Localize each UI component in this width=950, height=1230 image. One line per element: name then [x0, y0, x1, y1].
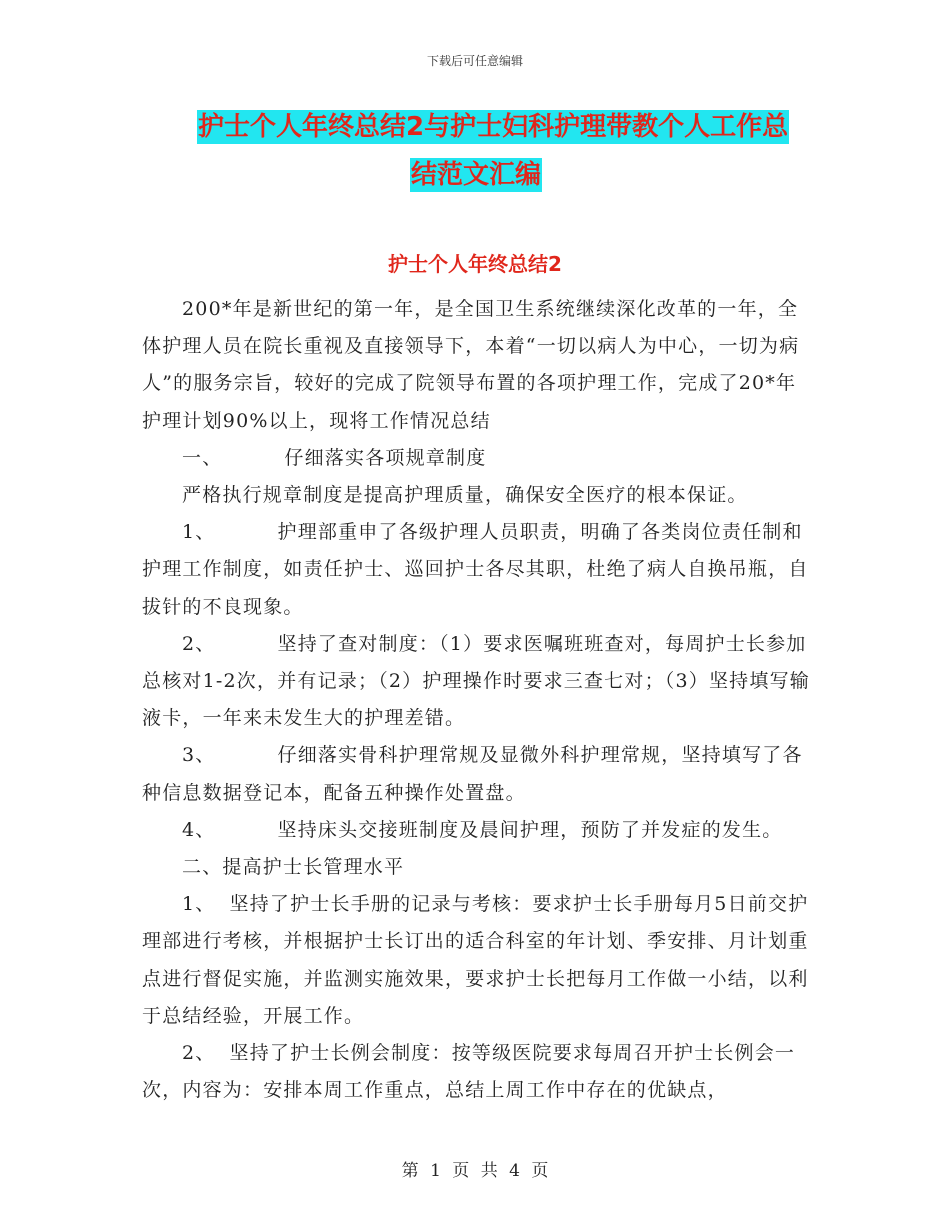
- page-footer: 第 1 页 共 4 页: [401, 1161, 549, 1181]
- title-line-2: 结范文汇编: [411, 160, 542, 190]
- list-item: [142, 812, 812, 849]
- item-number: 1、: [182, 521, 216, 544]
- item-number: 3、: [182, 744, 216, 767]
- page-header-note: 下载后可任意编辑: [426, 54, 523, 68]
- list-item: [142, 737, 812, 811]
- title-line-1: 护士个人年终总结2与护士妇科护理带教个人工作总: [198, 112, 789, 142]
- paragraph-intro: 200*年是新世纪的第一年，是全国卫生系统继续深化改革的一年，全体护理人员在院长重视及直接领导下，本着“一切以病人为中心，一切为病人”的服务宗旨，较好的完成了院领导布置的各项护理工作，完成了20*年护理计划90%以上，现将工作情况总结: [142, 298, 800, 432]
- item-text: 坚持床头交接班制度及晨间护理，预防了并发症的发生。: [277, 818, 783, 841]
- list-item: [142, 886, 812, 1035]
- section-1-number: 一、: [182, 446, 223, 469]
- item-text: 护理部重申了各级护理人员职责，明确了各类岗位责任制和护理工作制度，如责任护士、巡回护士各尽其职，杜绝了病人自换吊瓶，自拔针的不良现象。: [142, 521, 809, 618]
- item-text: 坚持了护士长手册的记录与考核：要求护士长手册每月5日前交护理部进行考核，并根据护士长订出的适合科室的年计划、季安排、月计划重点进行督促实施，并监测实施效果，要求护士长把每月工作做一小结，以利于总结经验，开展工作。: [142, 893, 809, 1027]
- section-1-title: 仔细落实各项规章制度: [284, 446, 487, 469]
- item-number: 1、: [182, 893, 216, 916]
- section-1-lead: 严格执行规章制度是提高护理质量，确保安全医疗的根本保证。: [182, 484, 748, 507]
- item-text: 坚持了查对制度：（1）要求医嘱班班查对，每周护士长参加总核对1-2次，并有记录；（2）护理操作时要求三查七对；（3）坚持填写输液卡，一年来未发生大的护理差错。: [142, 632, 810, 730]
- section-2-heading: 二、提高护士长管理水平: [182, 856, 405, 879]
- list-item: [142, 514, 812, 626]
- list-item: [142, 1035, 812, 1109]
- item-number: 2、: [182, 1042, 216, 1065]
- item-text: 仔细落实骨科护理常规及显微外科护理常规，坚持填写了各种信息数据登记本，配备五种操作处置盘。: [142, 744, 803, 804]
- section-1-heading: [142, 440, 812, 477]
- section-subtitle: 护士个人年终总结2: [388, 252, 562, 276]
- item-number: 4、: [182, 818, 216, 841]
- item-number: 2、: [182, 632, 216, 655]
- document-body: [142, 291, 812, 1109]
- list-item: [142, 626, 812, 738]
- item-text: 坚持了护士长例会制度：按等级医院要求每周召开护士长例会一次，内容为：安排本周工作重点，总结上周工作中存在的优缺点，: [142, 1042, 796, 1102]
